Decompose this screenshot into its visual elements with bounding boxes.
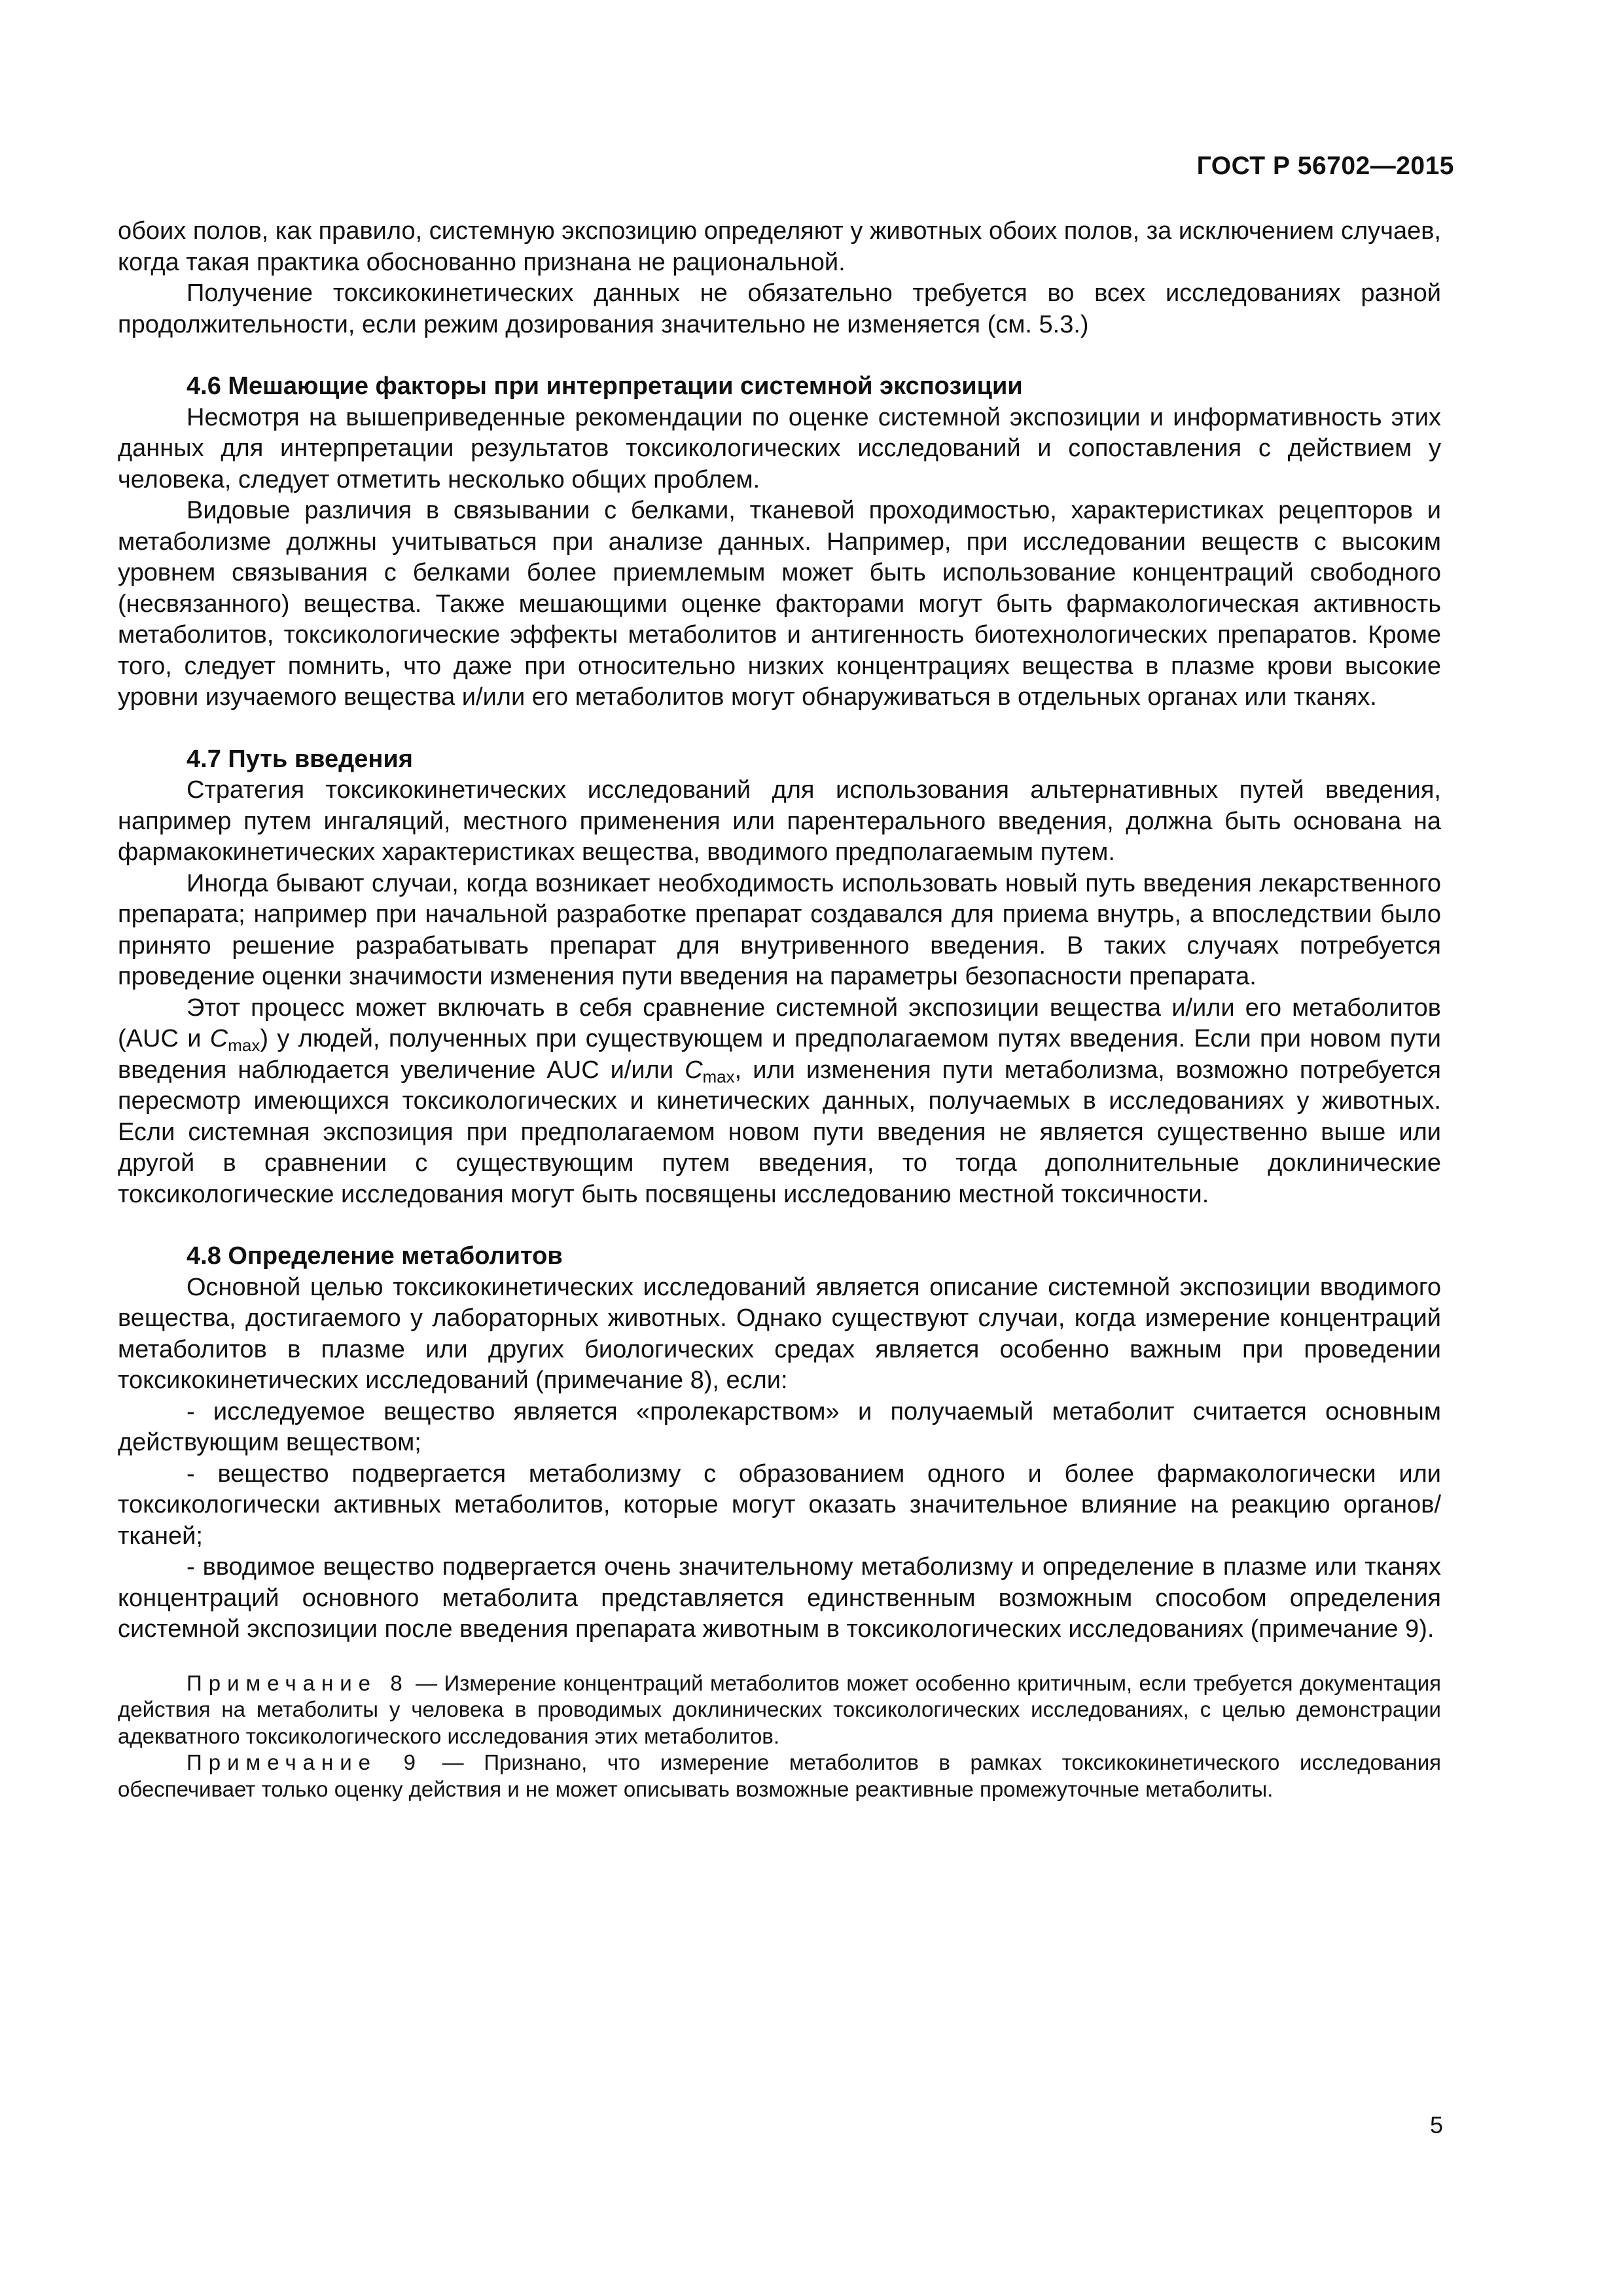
paragraph: Основной целью токсикокинетических исследований является описание системной экспозиции вводимого вещества, достигаемого у лабораторных животных. Однако существуют случаи, когда измерение концентраций метаболитов в плазме или других биологических средах является особенно важным при проведении токсикокинетических исследований (примечание 8), если: (118, 1273, 1441, 1394)
list-item: - исследуемое вещество является «пролекарством» и получаемый метаболит считается основным действующим веществом; (118, 1397, 1441, 1456)
note-text: — Измерение концентраций метаболитов может особенно критичным, если требуется документация действия на метаболиты у человека в проводимых доклинических токсикологических исследованиях, с целью демонстрации адекватного токсикологического исследования этих метаболитов. (118, 1670, 1442, 1748)
document-standard-id: ГОСТ Р 56702—2015 (1196, 152, 1454, 180)
cmax-symbol: C (685, 1056, 703, 1084)
notes-block (118, 1670, 1441, 1803)
paragraph: Стратегия токсикокинетических исследований для использования альтернативных путей введения, например путем ингаляций, местного применения или парентерального введения, должна быть основана на фармакокинетических характеристиках вещества, вводимого предполагаемым путем. (118, 776, 1441, 866)
note-9 (118, 1749, 1441, 1803)
list-item: - вводимое вещество подвергается очень значительному метаболизму и определение в плазме или тканях концентраций основного метаболита представляется единственным возможным способом определения системной экспозиции после введения препарата животным в токсикологических исследованиях (примечание 9). (118, 1553, 1441, 1643)
paragraph: обоих полов, как правило, системную экспозицию определяют у животных обоих полов, за исключением случаев, когда такая практика обоснованно признана не рациональной. (118, 217, 1441, 276)
section-heading-4-6: 4.6 Мешающие факторы при интерпретации системной экспозиции (187, 372, 1023, 400)
paragraph: Иногда бывают случаи, когда возникает необходимость использовать новый путь введения лекарственного препарата; например при начальной разработке препарат создавался для приема внутрь, а впоследствии было принято решение разрабатывать препарат для внутривенного введения. В таких случаях потребуется проведение оценки значимости изменения пути введения на параметры безопасности препарата. (118, 869, 1441, 990)
note-text: — Признано, что измерение метаболитов в рамках токсикокинетического исследования обеспечивает только оценку действия и не может описывать возможные реактивные промежуточные метаболиты. (118, 1750, 1441, 1801)
note-label: Примечание 9 (187, 1750, 423, 1774)
text-segment: , или изменения пути метаболизма, возможно потребуется пересмотр имеющихся токсикологических и кинетических данных, получаемых в исследованиях у животных. Если системная экспозиция при предполагаемом новом пути введения не является существенно выше или другой в сравнении с существующим путем введения, то тогда дополнительные доклинические токсикологические исследования могут быть посвящены исследованию местной токсичности. (118, 1056, 1441, 1208)
text-segment: ) у людей, полученных при существующем и предполагаемом путях введения. Если при новом пути введения наблюдается увеличение AUC и/или (118, 1025, 1441, 1084)
text-segment: Этот процесс может включать в себя сравнение системной экспозиции вещества и/или его метаболитов (AUC и (118, 994, 1441, 1052)
document-body (118, 216, 1441, 1803)
paragraph-with-formula (118, 993, 1441, 1211)
page-number: 5 (1429, 2111, 1443, 2138)
note-8 (118, 1670, 1441, 1750)
paragraph: Видовые различия в связывании с белками, тканевой проходимостью, характеристиках рецепторов и метаболизме должны учитываться при анализе данных. Например, при исследовании веществ с высоким уровнем связывания с белками более приемлемым может быть использование концентраций свободного (несвязанного) вещества. Также мешающими оценке факторами могут быть фармакологическая активность метаболитов, токсикологические эффекты метаболитов и антигенность биотехнологических препаратов. Кроме того, следует помнить, что даже при относительно низких концентрациях вещества в плазме крови высокие уровни изучаемого вещества и/или его метаболитов могут обнаруживаться в отдельных органах или тканях. (118, 497, 1441, 711)
paragraph: Получение токсикокинетических данных не обязательно требуется во всех исследованиях разной продолжительности, если режим дозирования значительно не изменяется (см. 5.3.) (118, 279, 1441, 338)
cmax-subscript: max (702, 1066, 735, 1086)
section-heading-4-7: 4.7 Путь введения (187, 745, 413, 773)
note-label: Примечание 8 (187, 1670, 409, 1695)
list-item: - вещество подвергается метаболизму с образованием одного и более фармакологически или токсикологически активных метаболитов, которые могут оказать значительное влияние на реакцию органов/тканей; (118, 1460, 1441, 1550)
cmax-subscript: max (228, 1035, 260, 1055)
section-heading-4-8: 4.8 Определение метаболитов (187, 1242, 563, 1270)
paragraph: Несмотря на вышеприведенные рекомендации по оценке системной экспозиции и информативность этих данных для интерпретации результатов токсикологических исследований и сопоставления с действием у человека, следует отметить несколько общих проблем. (118, 403, 1441, 493)
cmax-symbol: C (209, 1025, 228, 1052)
